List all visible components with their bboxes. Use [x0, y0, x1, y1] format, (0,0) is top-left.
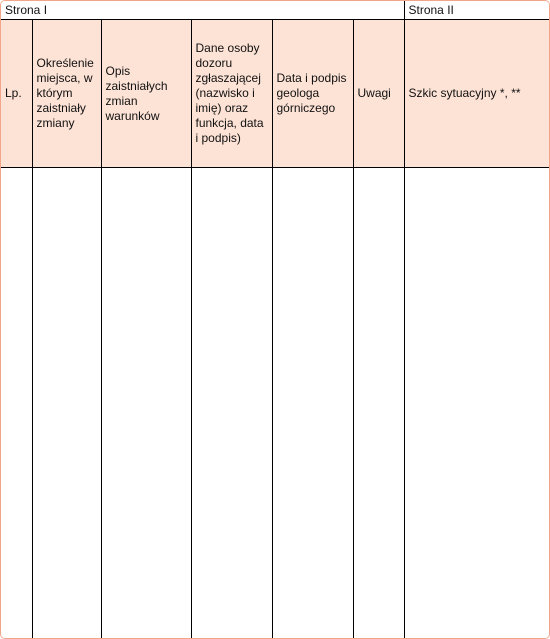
page-label-strona-1: Strona I	[1, 1, 404, 20]
header-supervisor-data: Dane osoby dozoru zgłaszającej (nazwisko i imię) oraz funkcja, data i podpis)	[191, 20, 272, 168]
page-label-row	[1, 1, 549, 20]
cell-change-description[interactable]	[101, 168, 191, 639]
cell-supervisor-data[interactable]	[191, 168, 272, 639]
header-location: Określenie miejsca, w którym zaistniały zmiany	[32, 20, 101, 168]
cell-remarks[interactable]	[353, 168, 404, 639]
header-lp: Lp.	[1, 20, 32, 168]
cell-geologist-signature[interactable]	[272, 168, 353, 639]
register-table	[1, 1, 549, 638]
page-label-strona-2: Strona II	[404, 1, 549, 20]
cell-lp[interactable]	[1, 168, 32, 639]
header-row	[1, 20, 549, 168]
header-situational-sketch: Szkic sytuacyjny *, **	[404, 20, 549, 168]
header-geologist-signature: Data i podpis geologa górniczego	[272, 20, 353, 168]
table-row	[1, 168, 549, 639]
header-remarks: Uwagi	[353, 20, 404, 168]
header-change-description: Opis zaistniałych zmian warunków	[101, 20, 191, 168]
cell-situational-sketch[interactable]	[404, 168, 549, 639]
cell-location[interactable]	[32, 168, 101, 639]
